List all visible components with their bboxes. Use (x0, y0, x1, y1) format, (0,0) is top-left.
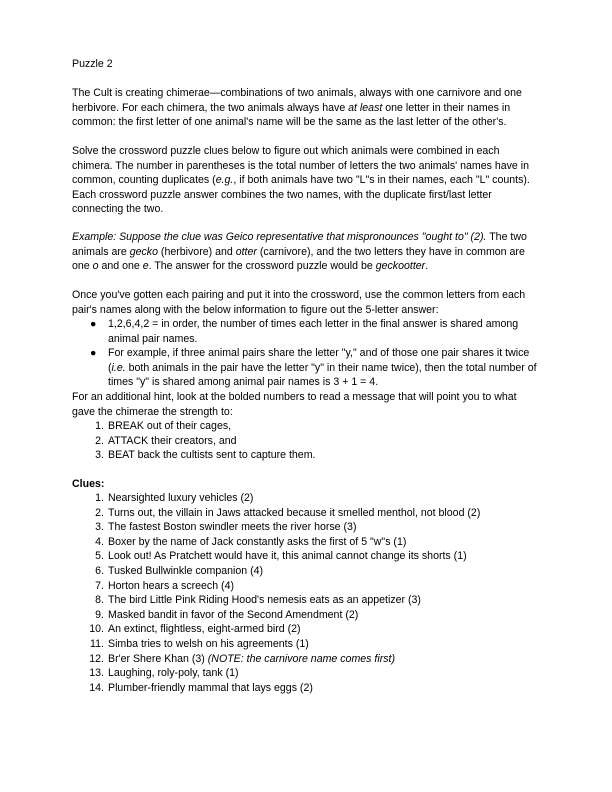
clue-item-5 (72, 549, 540, 564)
list-number: 8. (95, 594, 104, 607)
clue-text-14: Plumber-friendly mammal that lays eggs (2) (108, 681, 313, 694)
strength-item-2 (72, 434, 540, 449)
intro-emphasis: at least (348, 101, 383, 114)
clue-text-5: Look out! As Pratchett would have it, this animal cannot change its shorts (1) (108, 550, 467, 563)
intro-text-a: The Cult is creating chimerae—combinations of two animals, always with one carnivore and one herbivore. For each chimera, the two animals always have (72, 87, 522, 114)
clues-heading (72, 477, 540, 492)
clue-text-6: Tusked Bullwinkle companion (4) (108, 564, 264, 577)
solve-emphasis: e.g. (215, 174, 234, 187)
list-number: 5. (95, 550, 104, 563)
rule-item-2 (72, 346, 540, 390)
example-answer: geckootter (375, 260, 426, 273)
rule-text-1: 1,2,6,4,2 = in order, the number of times each letter in the final answer is shared among animal pair names. (108, 318, 519, 345)
example-text-6: . (425, 260, 429, 273)
clue-text-8: The bird Little Pink Riding Hood's nemesis eats as an appetizer (3) (108, 594, 421, 607)
strength-item-3 (72, 448, 540, 463)
intro-text-b: one letter in their names in common: the first letter of one animal's name will be the same as the last letter of the other's. (72, 101, 511, 129)
clue-text-7: Horton hears a screech (4) (108, 579, 235, 592)
list-number: 1. (95, 492, 104, 504)
clue-text-2: Turns out, the villain in Jaws attacked because it smelled menthol, not blood (2) (108, 506, 481, 519)
clue-item-11 (72, 637, 540, 652)
example-text-1: The two animals are (72, 231, 527, 258)
example-text-3: (carnivore), and the two letters they have in common are one (72, 245, 525, 273)
list-number: 1. (95, 420, 104, 432)
clue-text-12: Br'er Shere Khan (3) (108, 652, 208, 665)
clues-heading-text: Clues: (72, 478, 105, 490)
strength-list (72, 419, 540, 463)
clue-item-9 (72, 608, 540, 623)
list-number: 3. (95, 521, 104, 534)
clue-text-4: Boxer by the name of Jack constantly asks the first of 5 "w"s (1) (108, 535, 407, 548)
rule-item-1 (72, 317, 540, 346)
list-number: 3. (95, 449, 104, 462)
clue-item-14 (72, 681, 540, 696)
list-number: 9. (95, 608, 104, 621)
solve-text-b: , if both animals have two "L"s in their names, each "L" counts). Each crossword puzzle answer combines the two names, with the duplicate first/last letter connecting the two. (72, 174, 530, 216)
example-label: Example: (72, 231, 117, 243)
strength-text-2: ATTACK their creators, and (108, 434, 237, 447)
list-number: 11. (90, 637, 104, 650)
list-number: 14. (89, 681, 104, 694)
clue-item-6 (72, 564, 540, 579)
example-text-2: (herbivore) and (157, 245, 236, 258)
list-number: 13. (89, 667, 104, 680)
clue-item-7 (72, 579, 540, 594)
clue-text-10: An extinct, flightless, eight-armed bird (2) (108, 623, 301, 636)
example-animal-2: otter (235, 245, 257, 258)
example-animal-1: gecko (129, 245, 158, 258)
bullet-mark: ● (90, 347, 97, 360)
clue-text-11: Simba tries to welsh on his agreements (1) (108, 637, 309, 650)
intro-paragraph (72, 86, 540, 130)
clue-item-1 (72, 491, 540, 506)
clue-item-8 (72, 593, 540, 608)
list-number: 6. (95, 564, 104, 577)
clue-item-10 (72, 622, 540, 637)
example-clue: Suppose the clue was Geico representative that mispronounces "ought to" (2). (116, 231, 487, 243)
list-number: 7. (95, 579, 104, 592)
clue-note-12: (NOTE: the carnivore name comes first) (207, 652, 395, 665)
example-letter-2: e (142, 260, 149, 273)
list-number: 2. (95, 434, 104, 447)
example-text-5: . The answer for the crossword puzzle would be (148, 260, 376, 273)
example-letter-1: o (92, 260, 99, 273)
rules-list (72, 317, 540, 390)
rule-emphasis: i.e. (111, 361, 126, 374)
list-number: 10. (89, 623, 104, 636)
rule-text-2b: both animals in the pair have the letter "y" in their name twice), then the total number of times "y" is shared among animal pair names is 3 + 1 = 4. (108, 361, 537, 389)
rule-text-2a: For example, if three animal pairs share the letter "y," and of those one pair shares it twice ( (108, 347, 530, 374)
bullet-mark: ● (90, 318, 97, 330)
strength-text-1: BREAK out of their cages, (108, 420, 232, 432)
example-paragraph (72, 230, 540, 274)
solve-paragraph (72, 144, 540, 217)
clue-item-3 (72, 520, 540, 535)
solve-text-a: Solve the crossword puzzle clues below to figure out which animals were combined in each chimera. The number in parentheses is the total number of letters the two animals' names have in common, counting duplicates ( (72, 145, 530, 187)
clues-list (72, 491, 540, 695)
clue-item-4 (72, 535, 540, 550)
clue-text-1: Nearsighted luxury vehicles (2) (108, 492, 254, 504)
puzzle-title: Puzzle 2 (72, 58, 113, 70)
hint-paragraph: For an additional hint, look at the bolded numbers to read a message that will point you to what gave the chimerae the strength to: (72, 391, 517, 418)
clue-text-13: Laughing, roly-poly, tank (1) (108, 667, 239, 680)
list-number: 12. (89, 652, 104, 665)
strength-item-1 (72, 419, 540, 434)
pairing-paragraph: Once you've gotten each pairing and put it into the crossword, use the common letters from each pair's names along with the below information to figure out the 5-letter answer: (72, 289, 526, 316)
clue-item-12 (72, 652, 540, 667)
clue-text-3: The fastest Boston swindler meets the river horse (3) (108, 521, 357, 534)
clue-item-13 (72, 666, 540, 681)
clue-text-9: Masked bandit in favor of the Second Amendment (2) (108, 608, 359, 621)
list-number: 4. (95, 535, 104, 548)
example-text-4: and one (98, 260, 143, 273)
strength-text-3: BEAT back the cultists sent to capture them. (108, 449, 316, 462)
list-number: 2. (95, 506, 104, 519)
clue-item-2 (72, 506, 540, 521)
